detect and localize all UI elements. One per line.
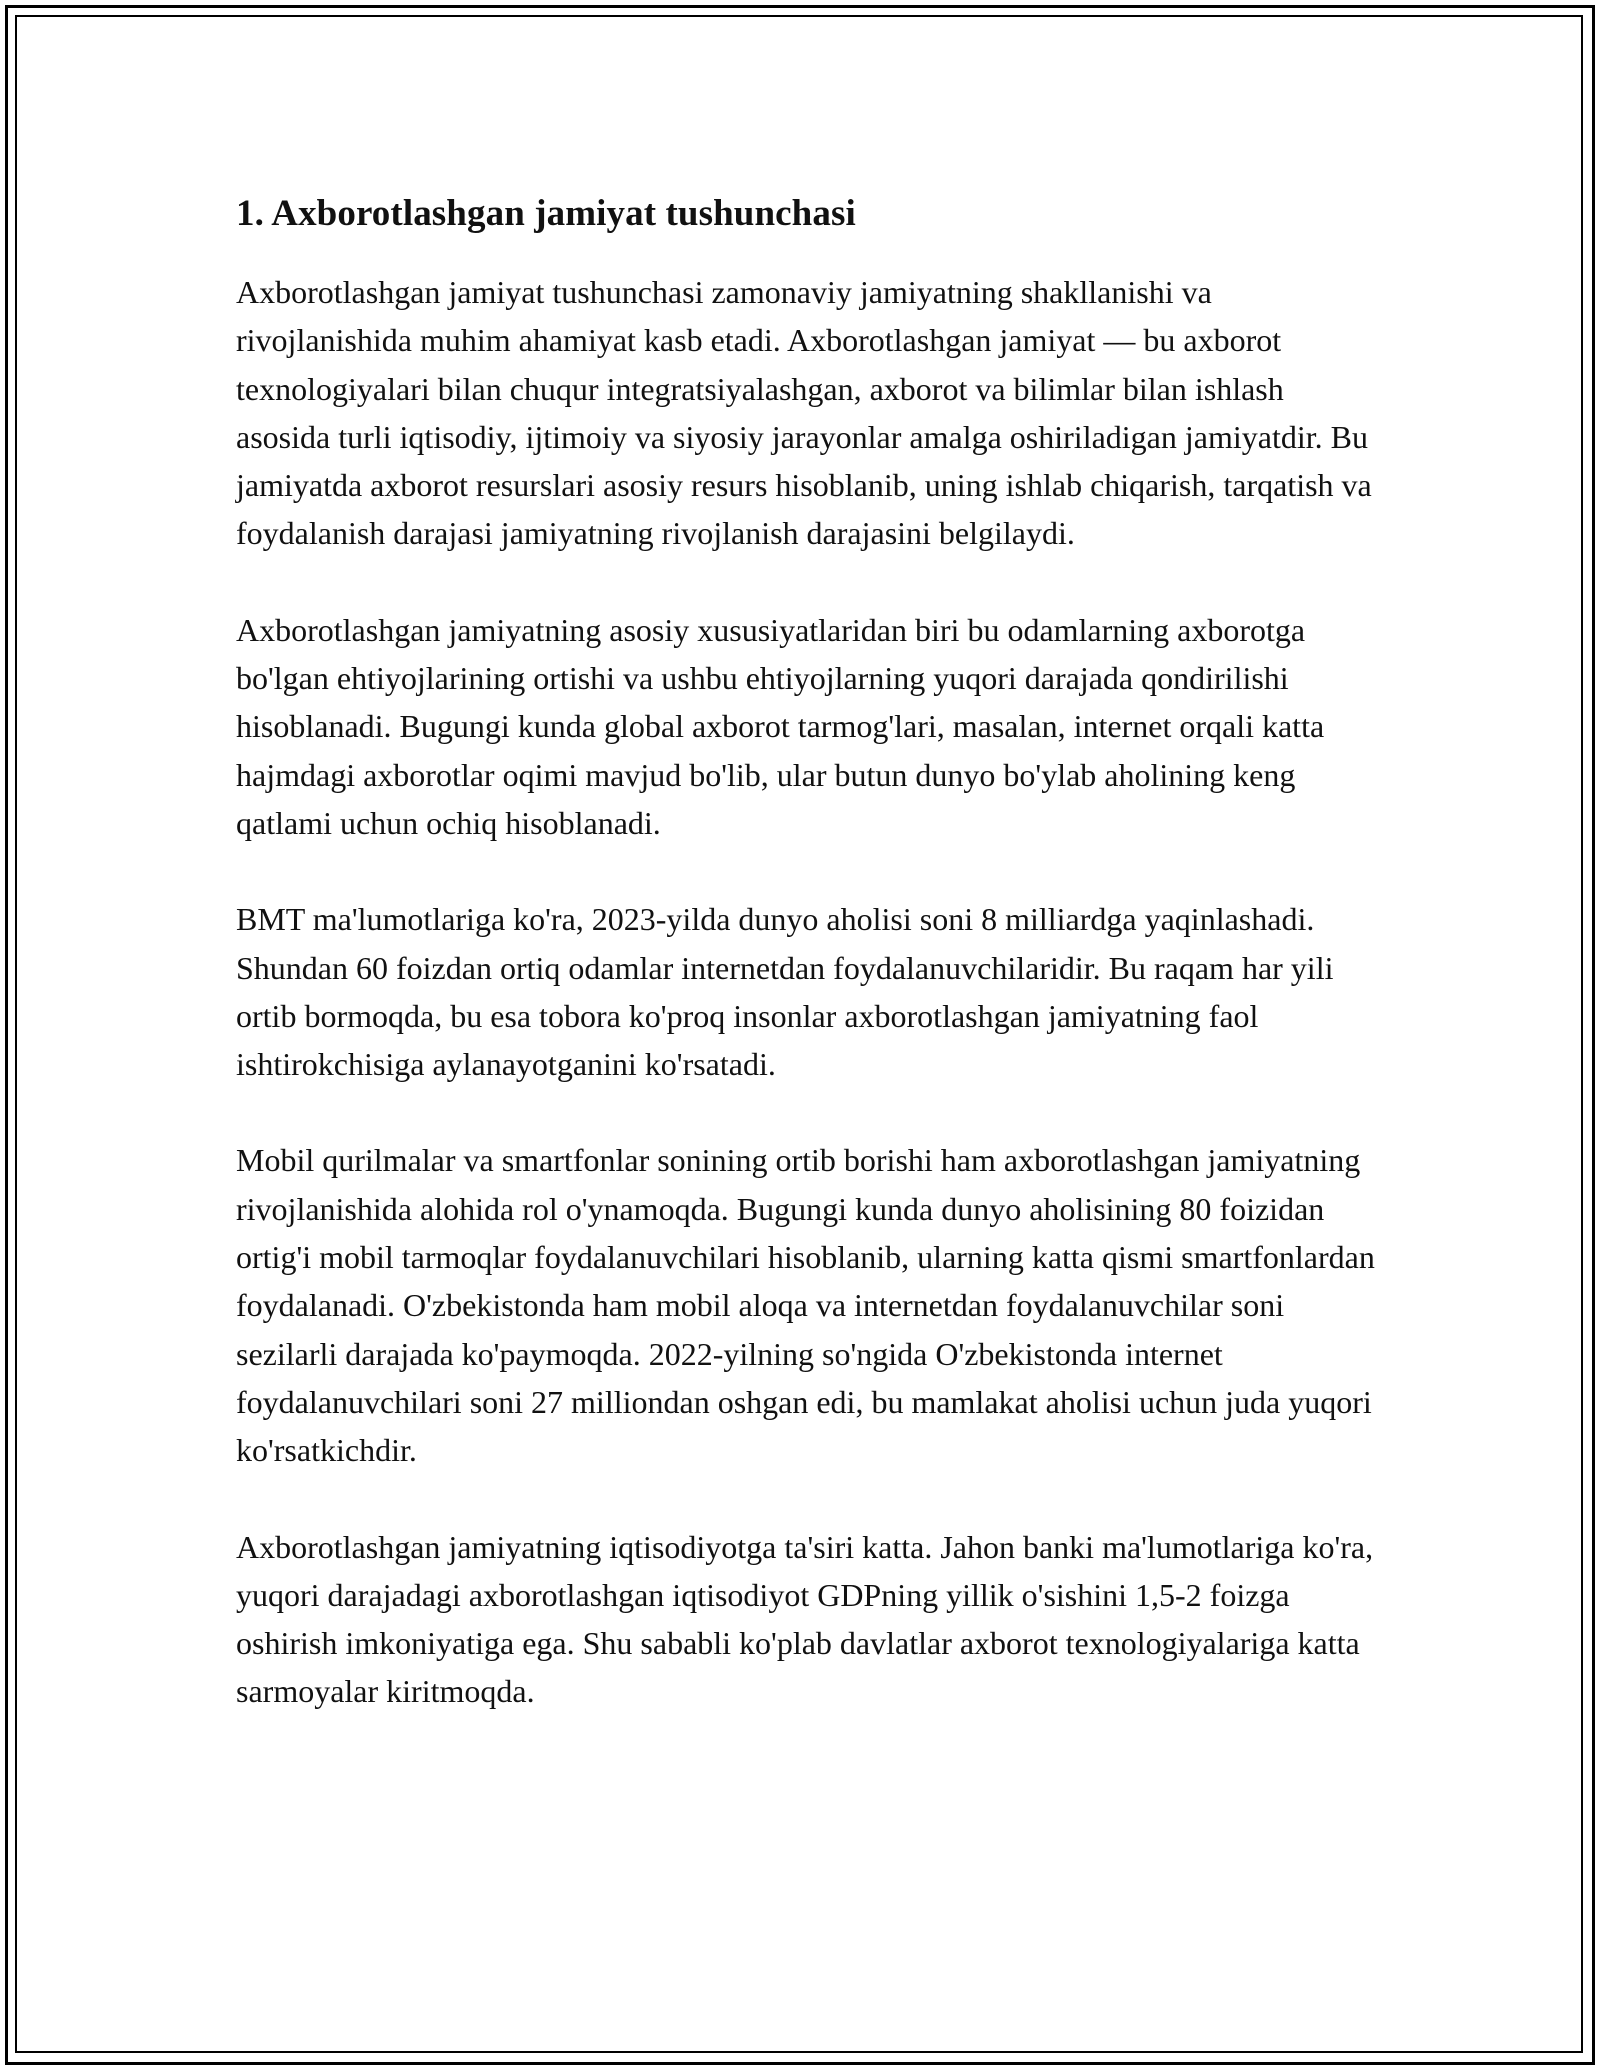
paragraph-statistics: BMT ma'lumotlariga ko'ra, 2023-yilda dunyo aholisi soni 8 milliardga yaqinlashadi. Shundan 60 foizdan ortiq odamlar internetdan foydalanuvchilaridir. Bu raqam har yili ortib bormoqda, bu esa tobora ko'proq insonlar axborotlashgan jamiyatning faol ishtirokchisiga aylanayotganini ko'rsatadi. bbox=[236, 901, 1334, 1083]
paragraph-mobile: Mobil qurilmalar va smartfonlar sonining ortib borishi ham axborotlashgan jamiyatning rivojlanishida alohida rol o'ynamoqda. Bugungi kunda dunyo aholisining 80 foizidan ortig'i mobil tarmoqlar foydalanuvchilari hisoblanib, ularning katta qismi smartfonlardan foydalanadi. O'zbekistonda ham mobil aloqa va internetdan foydalanuvchilar soni sezilarli darajada ko'paymoqda. 2022-yilning so'ngida O'zbekistonda internet foydalanuvchilari soni 27 milliondan oshgan edi, bu mamlakat aholisi uchun juda yuqori ko'rsatkichdir. bbox=[236, 1142, 1375, 1469]
paragraph-economy: Axborotlashgan jamiyatning iqtisodiyotga ta'siri katta. Jahon banki ma'lumotlariga ko'ra, yuqori darajadagi axborotlashgan iqtisodiyot GDPning yillik o'sishini 1,5-2 foizga oshirish imkoniyatiga ega. Shu sababli ko'plab davlatlar axborot texnologiyalariga katta sarmoyalar kiritmoqda. bbox=[236, 1528, 1374, 1710]
paragraph-definition: Axborotlashgan jamiyat tushunchasi zamonaviy jamiyatning shakllanishi va rivojlanishida muhim ahamiyat kasb etadi. Axborotlashgan jamiyat — bu axborot texnologiyalari bilan chuqur integratsiyalashgan, axborot va bilimlar bilan ishlash asosida turli iqtisodiy, ijtimoiy va siyosiy jarayonlar amalga oshiriladigan jamiyatdir. Bu jamiyatda axborot resurslari asosiy resurs hisoblanib, uning ishlab chiqarish, tarqatish va foydalanish darajasi jamiyatning rivojlanish darajasini belgilaydi. bbox=[236, 274, 1372, 552]
paragraph-features: Axborotlashgan jamiyatning asosiy xususiyatlaridan biri bu odamlarning axborotga bo'lgan ehtiyojlarining ortishi va ushbu ehtiyojlarning yuqori darajada qondirilishi hisoblanadi. Bugungi kunda global axborot tarmog'lari, masalan, internet orqali katta hajmdagi axborotlar oqimi mavjud bo'lib, ular butun dunyo bo'ylab aholining keng qatlami uchun ochiq hisoblanadi. bbox=[236, 611, 1325, 841]
section-heading: 1. Axborotlashgan jamiyat tushunchasi bbox=[236, 193, 856, 234]
document-body bbox=[236, 188, 1376, 1764]
